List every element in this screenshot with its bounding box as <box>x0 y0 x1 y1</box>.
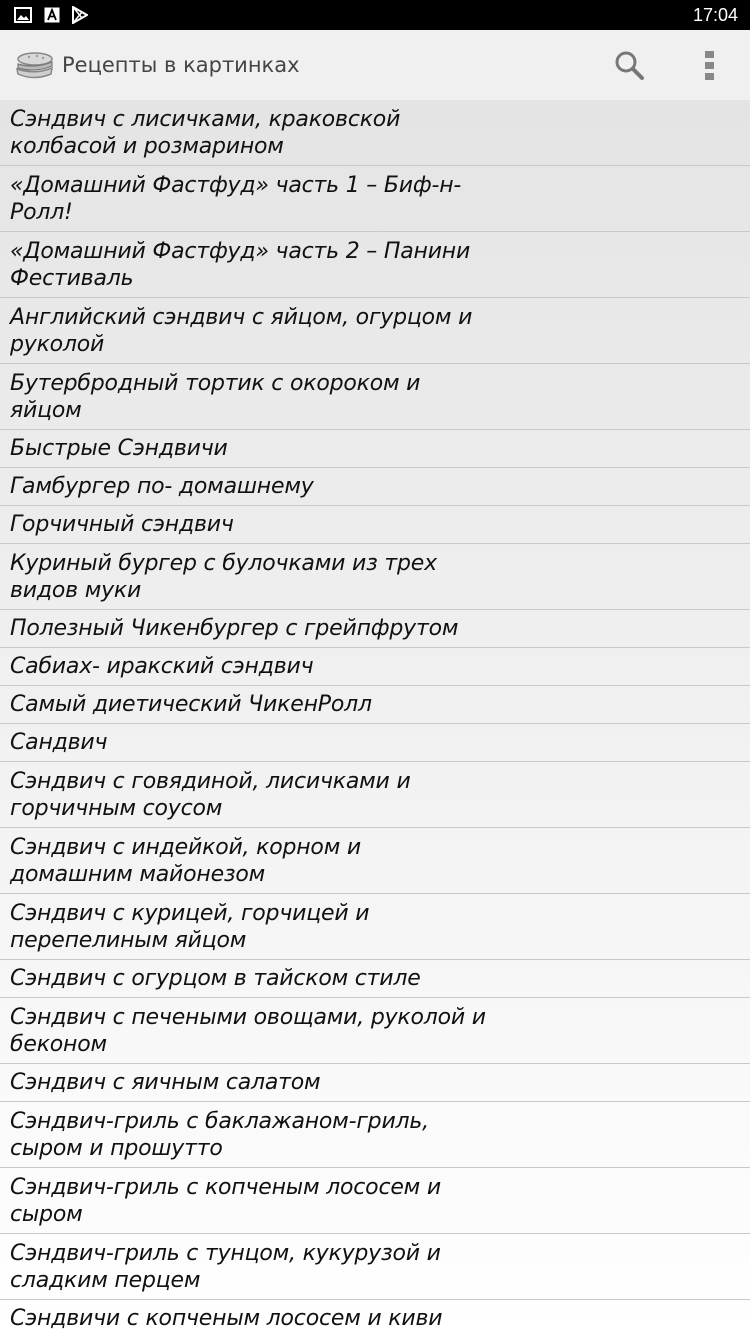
list-item[interactable] <box>0 100 750 166</box>
play-store-icon <box>72 6 88 28</box>
list-item-label: Быстрые Сэндвичи <box>10 436 228 461</box>
app-bar <box>0 30 750 100</box>
list-item[interactable] <box>0 724 750 762</box>
list-item-label: Сэндвич с говядиной, лисичками и горчичным соусом <box>10 768 411 821</box>
list-item[interactable] <box>0 610 750 648</box>
recipe-list[interactable] <box>0 100 750 1333</box>
status-time: 17:04 <box>692 5 738 25</box>
list-item[interactable] <box>0 1168 750 1234</box>
list-item[interactable] <box>0 1064 750 1102</box>
list-item-label: Сандвич <box>10 730 108 755</box>
list-item[interactable] <box>0 430 750 468</box>
list-item-label: Самый диетический ЧикенРолл <box>10 692 372 717</box>
overflow-menu-icon[interactable] <box>696 46 724 84</box>
list-item-label: Куриный бургер с булочками из трех видов муки <box>10 550 437 603</box>
list-item-label: «Домашний Фастфуд» часть 2 – Панини Фестиваль <box>10 238 471 291</box>
list-item-label: Бутербродный тортик с окороком и яйцом <box>10 370 421 423</box>
list-item-label: Сэндвич с курицей, горчицей и перепелиным яйцом <box>10 900 370 953</box>
list-item-label: Сэндвич-гриль с копченым лососем и сыром <box>10 1174 441 1227</box>
list-item-label: Сабиах- иракский сэндвич <box>10 654 314 679</box>
app-title: Рецепты в картинках <box>62 53 300 77</box>
list-item[interactable] <box>0 828 750 894</box>
list-item[interactable] <box>0 298 750 364</box>
list-item[interactable] <box>0 686 750 724</box>
list-item-label: Полезный Чикенбургер с грейпфрутом <box>10 616 459 641</box>
search-icon[interactable] <box>612 48 648 84</box>
list-item-label: Сэндвич с печеными овощами, руколой и беконом <box>10 1004 486 1057</box>
list-item[interactable] <box>0 1300 750 1333</box>
list-item[interactable] <box>0 648 750 686</box>
list-item-label: Гамбургер по- домашнему <box>10 474 314 499</box>
sandwich-icon <box>14 48 54 82</box>
list-item-label: Сэндвичи с копченым лососем и киви <box>10 1306 443 1331</box>
list-item-label: Сэндвич с огурцом в тайском стиле <box>10 966 421 991</box>
list-item-label: Сэндвич-гриль с баклажаном-гриль, сыром и прошутто <box>10 1108 429 1161</box>
list-item[interactable] <box>0 364 750 430</box>
list-item[interactable] <box>0 1102 750 1168</box>
list-item[interactable] <box>0 468 750 506</box>
a-letter-icon <box>44 7 60 27</box>
list-item[interactable] <box>0 232 750 298</box>
list-item[interactable] <box>0 1234 750 1300</box>
list-item[interactable] <box>0 762 750 828</box>
image-icon <box>14 7 32 27</box>
list-item-label: «Домашний Фастфуд» часть 1 – Биф-н-Ролл! <box>10 172 462 225</box>
list-item[interactable] <box>0 166 750 232</box>
notification-icons <box>14 6 88 28</box>
list-item-label: Английский сэндвич с яйцом, огурцом и руколой <box>10 304 473 357</box>
list-item-label: Горчичный сэндвич <box>10 512 234 537</box>
status-bar <box>0 0 750 30</box>
list-item[interactable] <box>0 894 750 960</box>
list-item-label: Сэндвич-гриль с тунцом, кукурузой и сладким перцем <box>10 1240 441 1293</box>
list-item-label: Сэндвич с лисичками, краковской колбасой и розмарином <box>10 106 401 159</box>
list-item[interactable] <box>0 506 750 544</box>
list-item-label: Сэндвич с яичным салатом <box>10 1070 321 1095</box>
list-item[interactable] <box>0 544 750 610</box>
list-item[interactable] <box>0 960 750 998</box>
list-item[interactable] <box>0 998 750 1064</box>
list-item-label: Сэндвич с индейкой, корном и домашним майонезом <box>10 834 361 887</box>
